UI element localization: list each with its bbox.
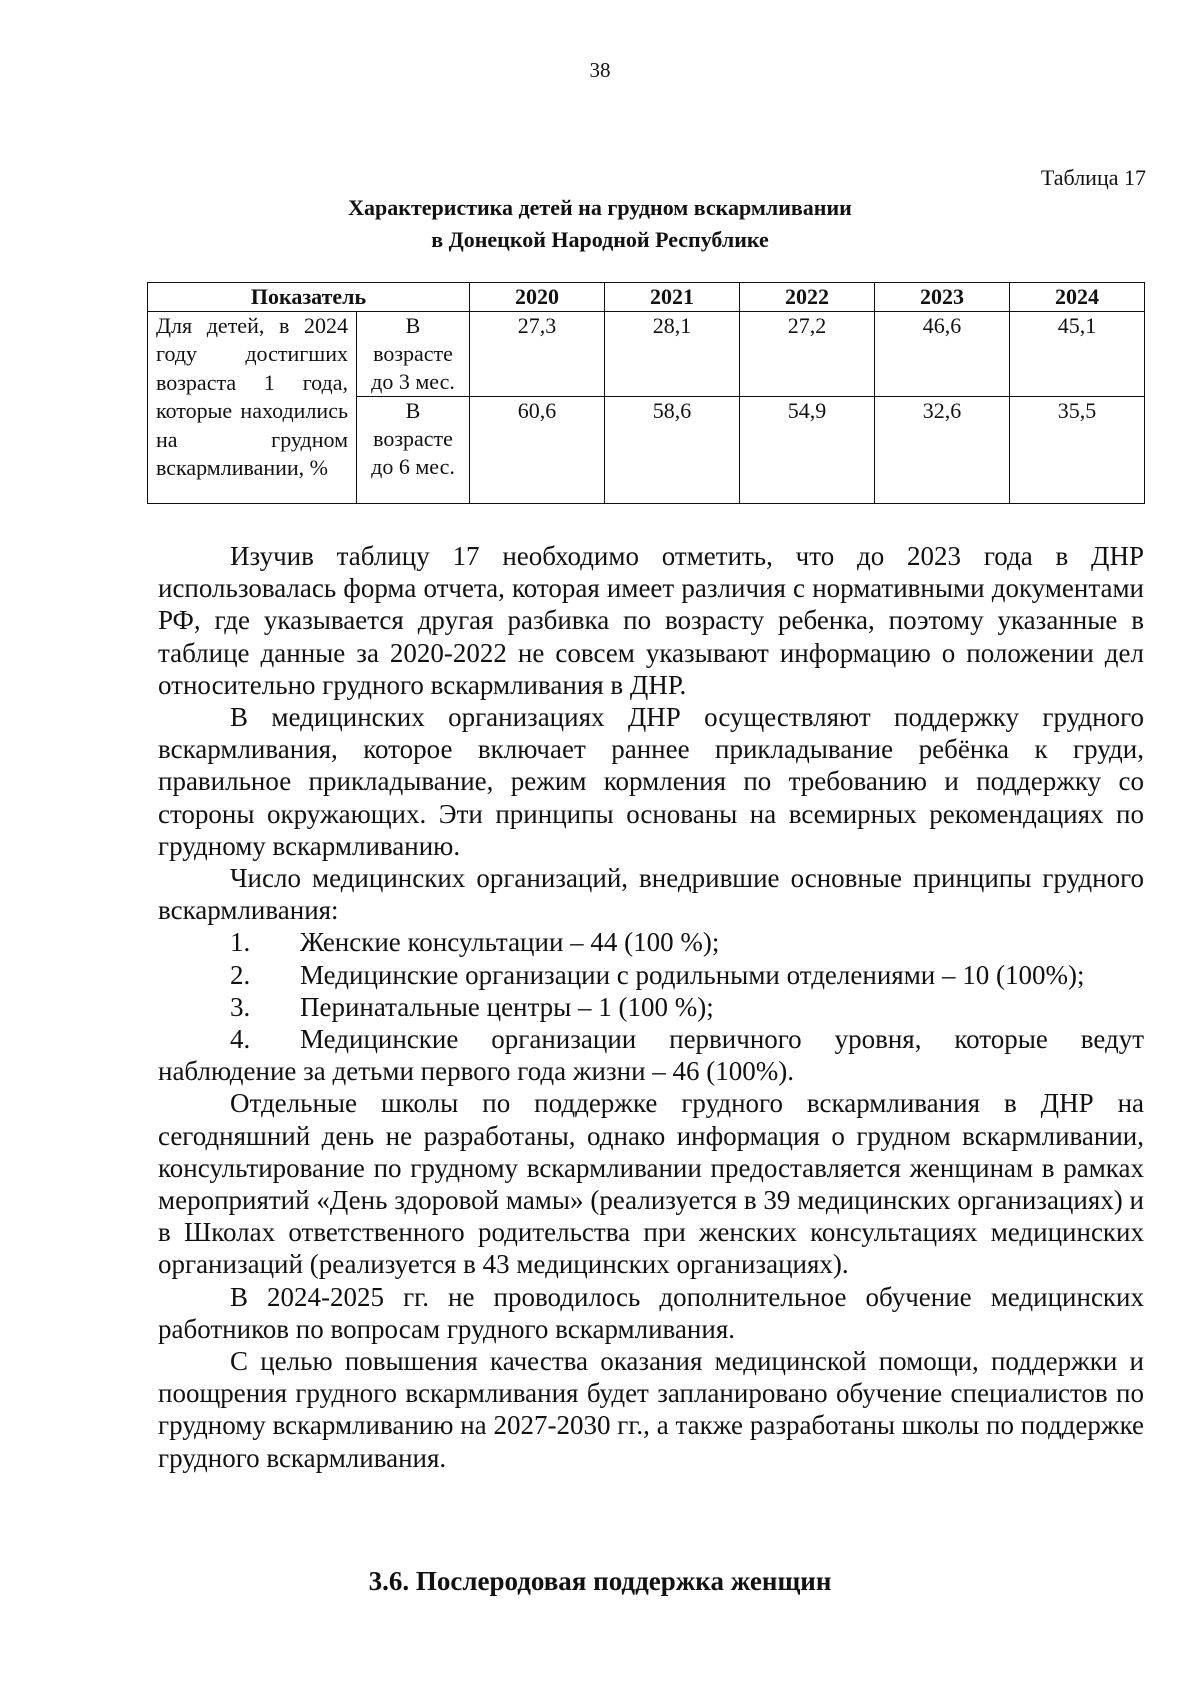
paragraph: Число медицинских организаций, внедрившие основные принципы грудного вскармливания: <box>158 863 1144 926</box>
value-cell: 27,3 <box>470 312 605 397</box>
header-year-2021: 2021 <box>605 283 740 312</box>
list-text: Медицинские организации с родильными отделениями – 10 (100%); <box>300 959 1085 990</box>
body-text <box>158 540 1144 1474</box>
age-cell-3-months: В возрасте до 3 мес. <box>357 312 470 397</box>
value-cell: 28,1 <box>605 312 740 397</box>
table-label: Таблица 17 <box>1040 165 1146 190</box>
list-number: 3. <box>230 991 251 1022</box>
value-cell: 54,9 <box>740 397 875 504</box>
table-title-line-1: Характеристика детей на грудном вскармливании <box>348 195 852 220</box>
age-cell-6-months: В возрасте до 6 мес. <box>357 397 470 504</box>
table-title-line-2: в Донецкой Народной Республике <box>431 227 769 252</box>
table-header-row <box>148 283 1145 312</box>
value-cell: 58,6 <box>605 397 740 504</box>
table-row <box>148 312 1145 397</box>
list-text: Женские консультации – 44 (100 %); <box>300 927 720 958</box>
list-number: 4. <box>230 1024 251 1055</box>
header-year-2020: 2020 <box>470 283 605 312</box>
paragraph: С целью повышения качества оказания медицинской помощи, поддержки и поощрения грудного вскармливания будет запланировано обучение специалистов по грудному вскармливанию на 2027-2030 гг., а также разработаны школы по поддержке грудного вскармливания. <box>158 1346 1144 1473</box>
list-text: Перинатальные центры – 1 (100 %); <box>300 991 714 1022</box>
list-item <box>158 991 1144 1023</box>
value-cell: 32,6 <box>875 397 1010 504</box>
table-title <box>0 192 1200 256</box>
organizations-list <box>158 926 1144 1087</box>
value-cell: 46,6 <box>875 312 1010 397</box>
header-indicator: Показатель <box>148 283 470 312</box>
list-number: 2. <box>230 959 251 990</box>
list-item <box>158 1023 1144 1087</box>
list-number: 1. <box>230 927 251 958</box>
value-cell: 35,5 <box>1010 397 1145 504</box>
list-text: Медицинские организации первичного уровня, которые ведут наблюдение за детьми первого года жизни – 46 (100%). <box>158 1024 1144 1087</box>
list-item <box>158 959 1144 991</box>
paragraph: В медицинских организациях ДНР осуществляют поддержку грудного вскармливания, которое включает раннее прикладывание ребёнка к груди, правильное прикладывание, режим кормления по требованию и поддержку со стороны окружающих. Эти принципы основаны на всемирных рекомендациях по грудному вскармливанию. <box>158 702 1144 861</box>
paragraph: В 2024-2025 гг. не проводилось дополнительное обучение медицинских работников по вопросам грудного вскармливания. <box>158 1281 1144 1344</box>
value-cell: 60,6 <box>470 397 605 504</box>
indicator-cell: Для детей, в 2024 году достигших возраста 1 года, которые находились на грудном вскармливании, % <box>148 312 357 504</box>
breastfeeding-table <box>147 282 1145 504</box>
paragraph: Изучив таблицу 17 необходимо отметить, что до 2023 года в ДНР использовалась форма отчета, которая имеет различия с нормативными документами РФ, где указывается другая разбивка по возрасту ребенка, поэтому указанные в таблице данные за 2020-2022 не совсем указывают информацию о положении дел относительно грудного вскармливания в ДНР. <box>158 541 1144 700</box>
section-heading: 3.6. Послеродовая поддержка женщин <box>368 1566 832 1596</box>
header-year-2024: 2024 <box>1010 283 1145 312</box>
header-year-2022: 2022 <box>740 283 875 312</box>
paragraph: Отдельные школы по поддержке грудного вскармливания в ДНР на сегодняшний день не разработаны, однако информация о грудном вскармливании, консультирование по грудному вскармливании предоставляется женщинам в рамках мероприятий «День здоровой мамы» (реализуется в 39 медицинских организациях) и в Школах ответственного родительства при женских консультациях медицинских организаций (реализуется в 43 медицинских организациях). <box>158 1088 1144 1280</box>
page-number: 38 <box>589 58 611 82</box>
list-item <box>158 926 1144 958</box>
header-year-2023: 2023 <box>875 283 1010 312</box>
value-cell: 45,1 <box>1010 312 1145 397</box>
value-cell: 27,2 <box>740 312 875 397</box>
